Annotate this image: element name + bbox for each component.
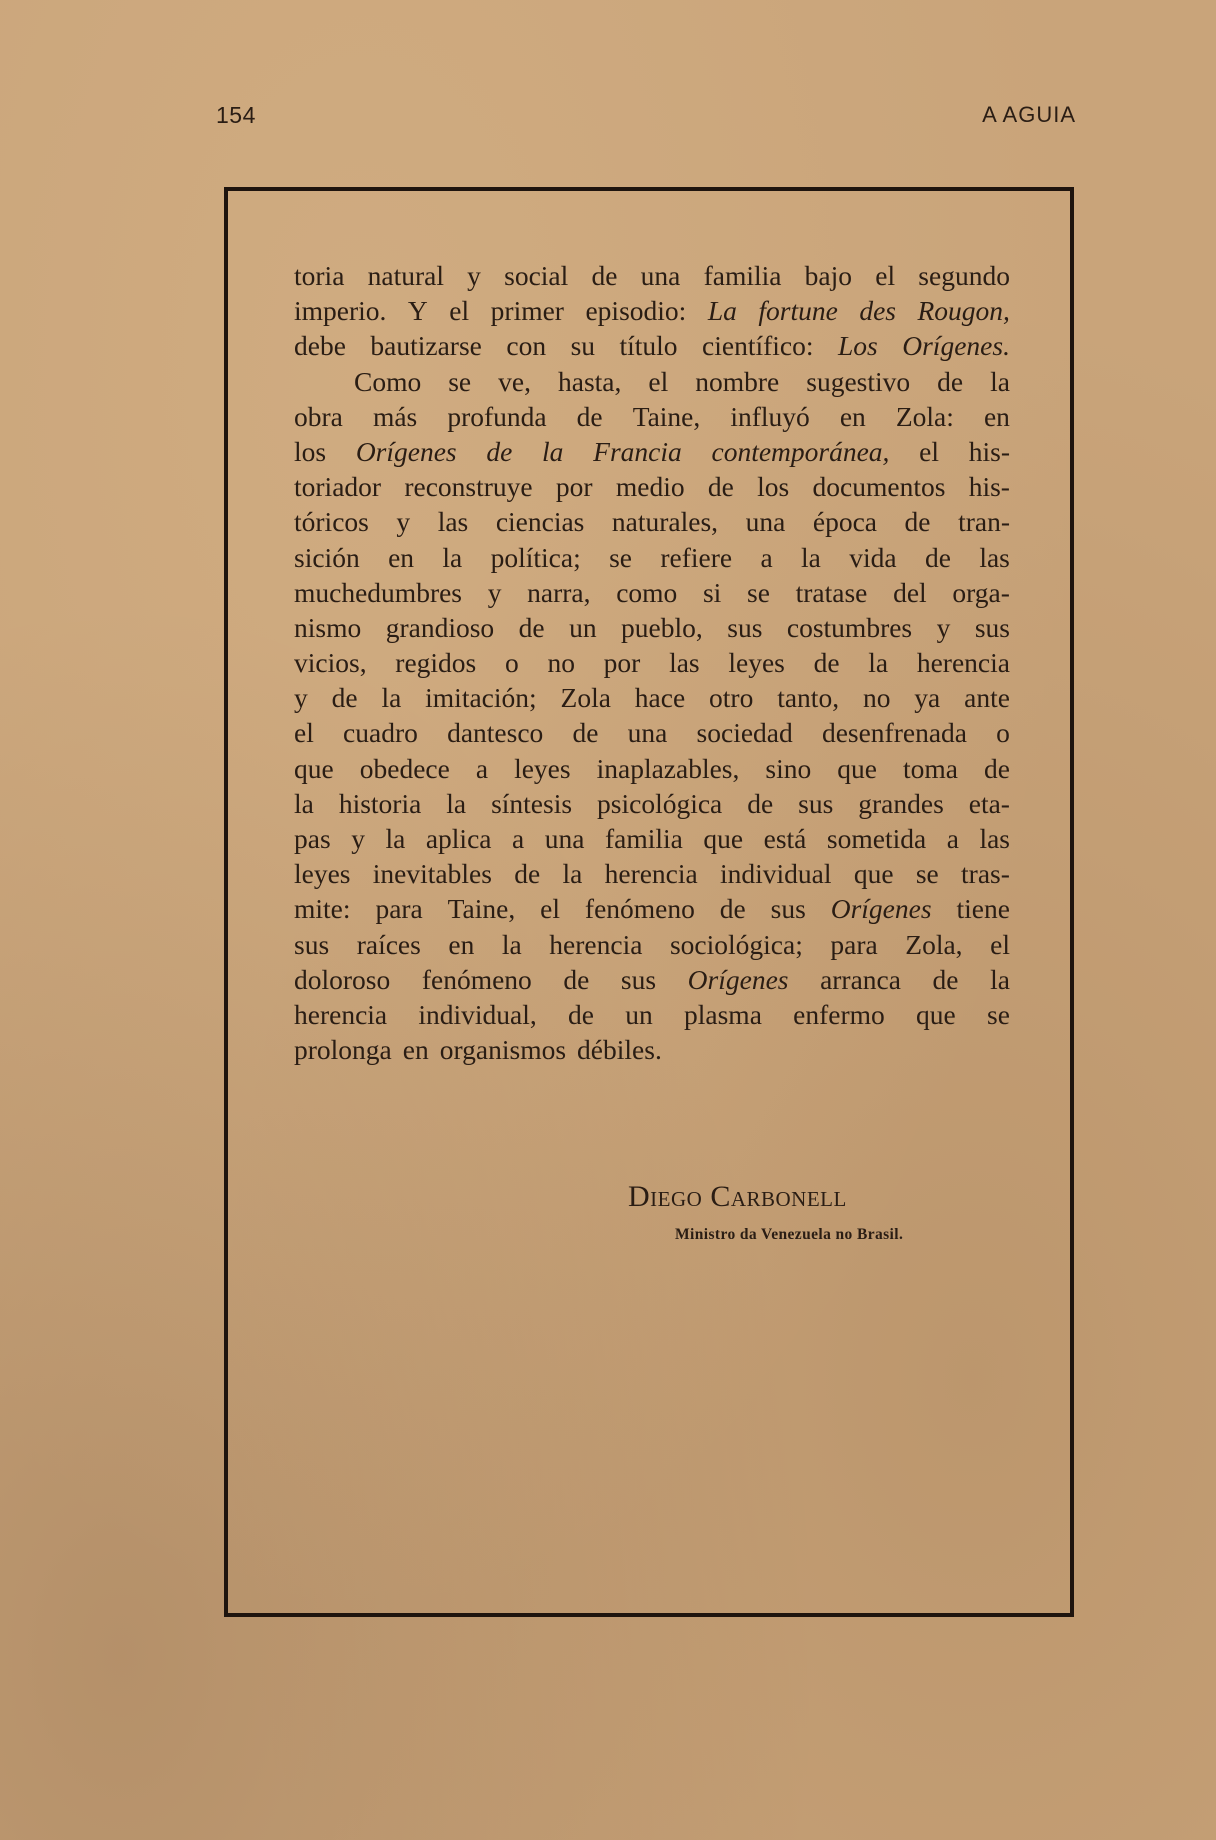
text-line [294, 821, 1010, 856]
word: la [868, 647, 889, 679]
word: de [518, 611, 545, 643]
word: las [979, 823, 1010, 854]
word: Taine, [447, 893, 516, 925]
text-line [294, 258, 1010, 293]
word: historia [338, 787, 422, 819]
word: profunda [447, 400, 547, 432]
word: bautizarse [370, 330, 482, 362]
word: reconstruye [404, 471, 533, 503]
running-title: A AGUIA [982, 102, 1076, 127]
word: sino [765, 752, 812, 784]
text-line [294, 856, 1010, 891]
word: sus [770, 893, 806, 925]
word: el [990, 928, 1010, 960]
word: si [702, 576, 722, 608]
word: sociológica; [669, 928, 803, 960]
word: ciencias [495, 506, 585, 538]
word: que [703, 823, 744, 854]
word: his- [968, 435, 1010, 467]
word: que [294, 752, 334, 784]
word: las [979, 541, 1010, 573]
word: se [747, 576, 770, 608]
word: por [603, 647, 641, 679]
word: en [388, 541, 415, 573]
word: a [475, 752, 489, 784]
word: su [570, 330, 596, 362]
word: psicológica [597, 787, 723, 819]
word: de [576, 400, 603, 432]
word: el [648, 365, 669, 397]
word: y [396, 506, 411, 538]
word: una [627, 717, 668, 749]
word: de [924, 541, 951, 573]
word: bajo [804, 260, 853, 291]
word: desenfrenada [821, 717, 967, 749]
word: cuadro [343, 717, 418, 749]
text-line [294, 751, 1010, 786]
word: de [932, 963, 959, 995]
word: refiere [660, 541, 733, 573]
word: influyó [730, 400, 810, 432]
italic-word: La [707, 295, 737, 327]
word: título [619, 330, 678, 362]
word: Zola [560, 682, 611, 714]
word: narra, [527, 576, 591, 608]
word: de [514, 858, 541, 890]
author-affiliation: Ministro da Venezuela no Brasil. [675, 1226, 904, 1243]
word: hasta, [558, 365, 622, 397]
word: sus [798, 787, 834, 819]
word: sus [620, 963, 657, 995]
word: sugestivo [806, 365, 911, 397]
word: obra [294, 400, 343, 432]
italic-word: Orígenes. [902, 330, 1010, 362]
word: herencia [294, 998, 388, 1030]
word: sus [727, 611, 763, 643]
word: leyes [514, 752, 571, 784]
word: hace [634, 682, 686, 714]
word: un [569, 611, 597, 643]
word: plasma [684, 998, 762, 1030]
word: leyes [728, 647, 785, 679]
word: his- [968, 471, 1010, 503]
word: no [547, 647, 575, 679]
word: síntesis [491, 787, 573, 819]
word: natural [367, 260, 444, 291]
word: la [446, 787, 467, 819]
word: familia [604, 823, 683, 854]
word: que [916, 998, 956, 1030]
word: tóricos [294, 506, 369, 538]
text-line [294, 540, 1010, 575]
word: mite: [294, 893, 351, 925]
word: vida [849, 541, 897, 573]
word: y [351, 823, 365, 854]
word: primer [490, 295, 564, 327]
word: y [487, 576, 502, 608]
word: segundo [918, 260, 1010, 291]
word: de [568, 998, 594, 1030]
text-line [294, 927, 1010, 962]
word: el [294, 717, 314, 749]
text-line [294, 1032, 1010, 1067]
word: la [501, 928, 522, 960]
word: se [915, 858, 939, 890]
word: y [936, 611, 951, 643]
text-line [294, 715, 1010, 750]
word: sometida [826, 823, 927, 854]
word: medio [615, 471, 685, 503]
word: se [987, 998, 1010, 1030]
word: Como [354, 365, 422, 397]
word: de [331, 682, 358, 714]
word: las [669, 647, 700, 679]
text-line [294, 786, 1010, 821]
word: sociedad [696, 717, 793, 749]
word: los [757, 471, 790, 503]
word: herencia [549, 928, 643, 960]
italic-word: Orígenes [687, 963, 789, 995]
word: regidos [395, 647, 477, 679]
word: en [402, 1034, 429, 1066]
italic-word: de [486, 435, 513, 467]
word: de [904, 506, 931, 538]
word: el [919, 435, 940, 467]
word: tanto, [777, 682, 840, 714]
text-line [294, 293, 1010, 328]
word: a [946, 823, 959, 854]
word: que [853, 858, 894, 890]
text-line [294, 434, 1010, 469]
word: fenómeno [584, 893, 695, 925]
word: obedece [359, 752, 450, 784]
word: imperio. [294, 295, 387, 327]
word: vicios, [294, 647, 367, 679]
word: se [448, 365, 472, 397]
word: a [760, 541, 773, 573]
word: las [437, 506, 469, 538]
text-line [294, 399, 1010, 434]
word: grandioso [385, 611, 495, 643]
word: en [983, 400, 1010, 432]
word: inaplazables, [596, 752, 740, 784]
word: de [572, 717, 599, 749]
word: Taine, [632, 400, 701, 432]
word: con [506, 330, 547, 362]
word: política; [490, 541, 581, 573]
word: el [449, 295, 470, 327]
word: sus [294, 928, 330, 960]
italic-word: Los [838, 330, 878, 362]
word: tiene [956, 893, 1010, 925]
text-line [294, 680, 1010, 715]
word: toma [902, 752, 958, 784]
word: científico: [702, 330, 814, 362]
word: eta- [968, 787, 1010, 819]
italic-word: Rougon, [917, 295, 1010, 327]
text-line [294, 328, 1010, 363]
word: ve, [498, 365, 531, 397]
word: doloroso [294, 963, 391, 995]
word: tratase [795, 576, 868, 608]
word: o [996, 717, 1010, 749]
word: Y [407, 295, 428, 327]
article-body [294, 258, 1010, 1067]
word: en [448, 928, 475, 960]
author-name: Diego Carbonell [628, 1180, 847, 1213]
word: para [375, 893, 423, 925]
word: inevitables [372, 858, 492, 890]
word: de [719, 893, 746, 925]
word: o [504, 647, 519, 679]
word: los [294, 435, 327, 467]
word: Zola, [905, 928, 963, 960]
word: prolonga [294, 1034, 392, 1066]
word: herencia [604, 858, 698, 890]
word: la [294, 787, 314, 819]
italic-word: contemporánea, [711, 435, 890, 467]
word: muchedumbres [294, 576, 463, 608]
italic-word: Orígenes [355, 435, 457, 467]
word: individual, [418, 998, 537, 1030]
word: la [990, 963, 1010, 995]
word: nombre [695, 365, 780, 397]
word: la [801, 541, 821, 573]
text-line [294, 610, 1010, 645]
word: dantesco [447, 717, 544, 749]
word: más [372, 400, 418, 432]
word: débiles. [577, 1034, 662, 1066]
word: un [625, 998, 653, 1030]
italic-word: Francia [593, 435, 682, 467]
word: naturales, [611, 506, 719, 538]
word: por [555, 471, 593, 503]
word: de [591, 260, 618, 291]
italic-word: Orígenes [830, 893, 932, 925]
word: de [747, 787, 774, 819]
word: tran- [958, 506, 1010, 538]
word: otro [709, 682, 754, 714]
word: social [504, 260, 569, 291]
word: familia [703, 260, 782, 291]
word: pueblo, [621, 611, 703, 643]
word: la [442, 541, 463, 573]
text-line [294, 469, 1010, 504]
word: de [937, 365, 964, 397]
word: la [562, 858, 583, 890]
text-line [294, 364, 1010, 399]
word: a [512, 823, 525, 854]
word: la [385, 823, 406, 854]
word: la [990, 365, 1010, 397]
italic-word: fortune [758, 295, 838, 327]
italic-word: la [542, 435, 564, 467]
word: ante [964, 682, 1010, 714]
word: que [837, 752, 877, 784]
word: una [640, 260, 681, 291]
word: el [540, 893, 560, 925]
word: ya [914, 682, 941, 714]
word: sus [974, 611, 1010, 643]
word: de [707, 471, 734, 503]
word: de [563, 963, 590, 995]
word: de [984, 752, 1010, 784]
word: la [381, 682, 402, 714]
word: organismos [439, 1034, 567, 1066]
text-line [294, 504, 1010, 539]
word: tras- [961, 858, 1010, 890]
word: nismo [294, 611, 362, 643]
word: no [862, 682, 891, 714]
word: una [745, 506, 786, 538]
text-line [294, 997, 1010, 1032]
word: Zola: [895, 400, 954, 432]
word: aplica [425, 823, 492, 854]
word: para [830, 928, 878, 960]
word: individual [720, 858, 832, 890]
text-line [294, 645, 1010, 680]
italic-word: des [859, 295, 896, 327]
text-line [294, 575, 1010, 610]
word: del [893, 576, 927, 608]
word: sición [294, 541, 360, 573]
word: arranca [820, 963, 901, 995]
word: el [875, 260, 896, 291]
word: imitación; [425, 682, 537, 714]
word: raíces [356, 928, 421, 960]
word: está [763, 823, 807, 854]
page-number: 154 [216, 102, 256, 128]
word: debe [294, 330, 346, 362]
word: pas [294, 823, 331, 854]
word: y [467, 260, 481, 291]
word: orga- [952, 576, 1010, 608]
word: costumbres [786, 611, 913, 643]
word: toriador [294, 471, 382, 503]
word: toria [294, 260, 345, 291]
word: como [616, 576, 678, 608]
word: fenómeno [421, 963, 532, 995]
word: época [812, 506, 877, 538]
word: leyes [294, 858, 351, 890]
word: se [609, 541, 633, 573]
word: y [294, 682, 308, 714]
word: herencia [916, 647, 1010, 679]
text-line [294, 891, 1010, 926]
word: documentos [812, 471, 946, 503]
word: de [813, 647, 840, 679]
word: grandes [858, 787, 944, 819]
word: una [544, 823, 585, 854]
text-line [294, 962, 1010, 997]
word: enfermo [793, 998, 885, 1030]
word: en [839, 400, 866, 432]
word: episodio: [585, 295, 687, 327]
